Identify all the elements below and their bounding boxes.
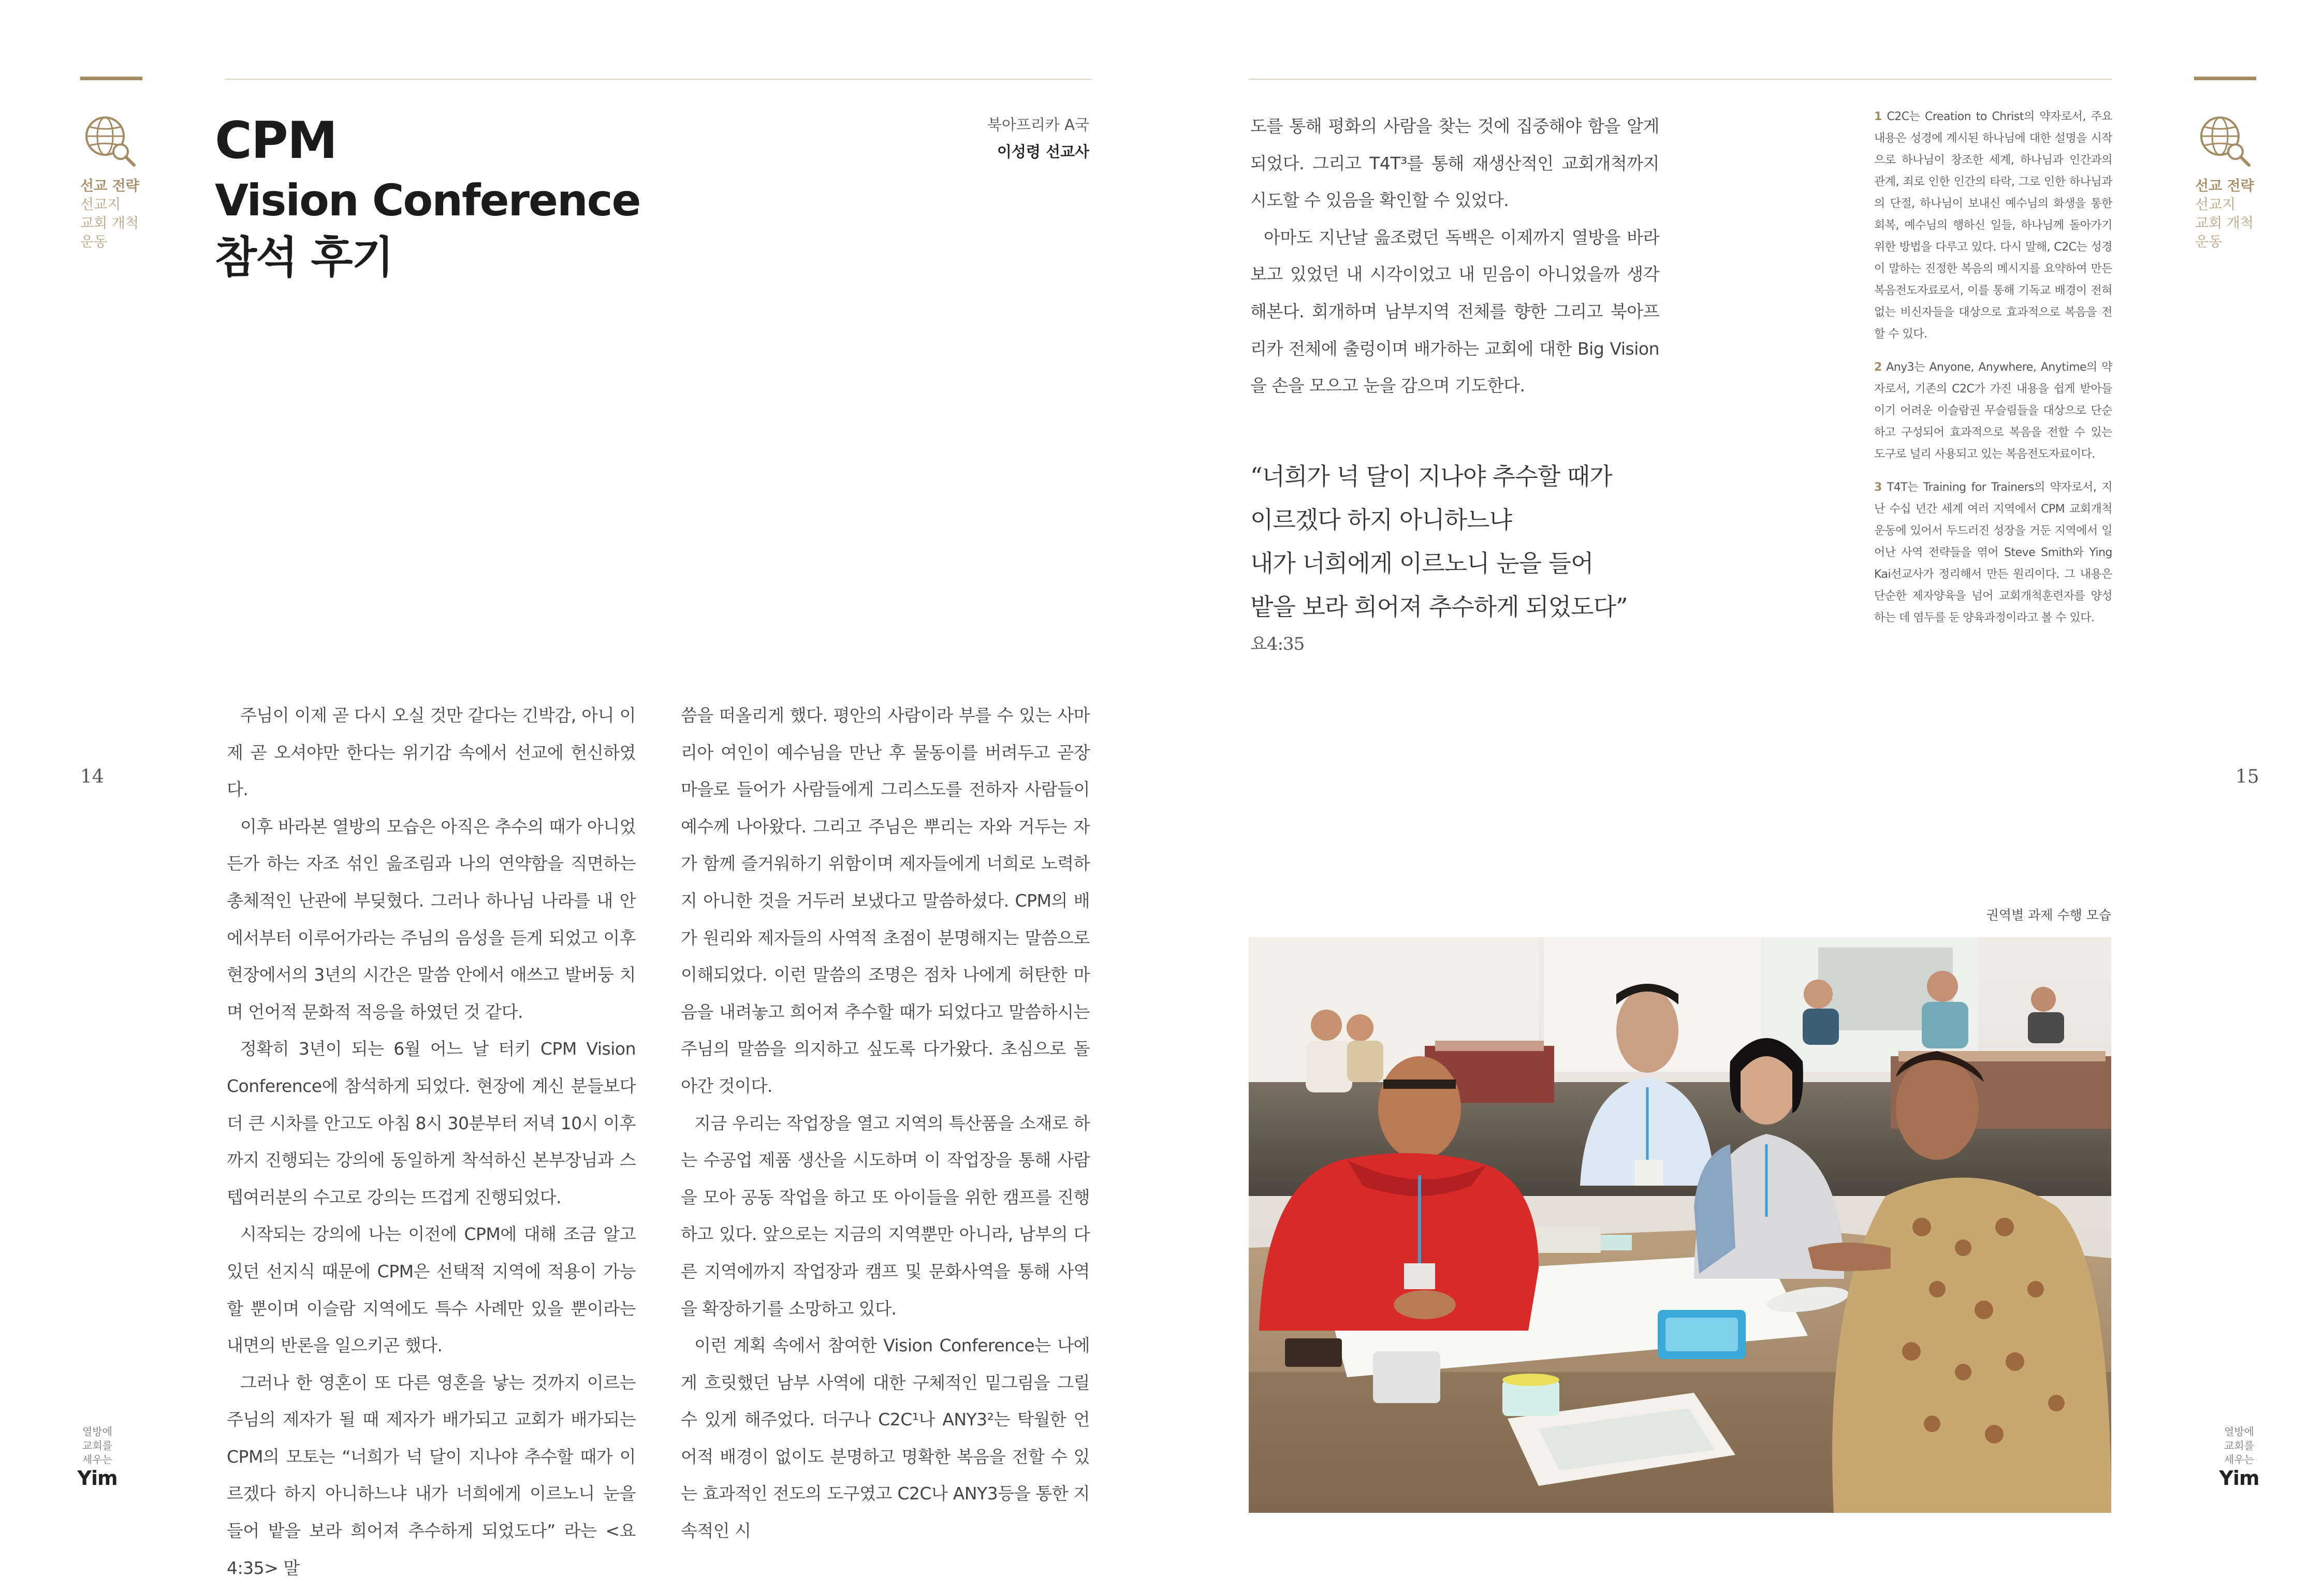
- sidebar-item: 운동: [2195, 234, 2223, 250]
- page-number-right: 15: [2235, 766, 2259, 787]
- paragraph: 이런 계획 속에서 참여한 Vision Conference는 나에게 흐릿했던 남부 사역에 대한 구체적인 밑그림을 그릴 수 있게 해주었다. 더구나 C2C¹나 ANY3²는 탁월한 언어적 배경이 없이도 분명하고 명확한 복음을 전할 수 있는 효과적인 전도의 도구였고 C2C나 ANY3등을 통한 지속적인 시: [681, 1335, 1090, 1541]
- body-column-3: [1250, 108, 1659, 404]
- footnote-number: 3: [1874, 481, 1882, 494]
- sidebar-title: 선교 전략: [80, 178, 139, 194]
- quote-line: 밭을 보라 희어져 추수하게 되었도다”: [1250, 593, 1628, 621]
- footer-line: 교회를: [82, 1439, 112, 1452]
- quote-line: “너희가 넉 달이 지나야 추수할 때가: [1250, 462, 1612, 490]
- paragraph: 지금 우리는 작업장을 열고 지역의 특산품을 소재로 하는 수공업 제품 생산을 시도하며 이 작업장을 통해 사람을 모아 공동 작업을 하고 또 아이들을 위한 캠프를 진행하고 있다. 앞으로는 지금의 지역뿐만 아니라, 남부의 다른 지역에까지 작업장과 캠프 및 문화사역을 통해 사역을 확장하기를 소망하고 있다.: [681, 1113, 1090, 1319]
- right-accent-bar: [2194, 77, 2256, 80]
- footer-line: 교회를: [2224, 1439, 2254, 1452]
- footer-line: 세우는: [2224, 1453, 2254, 1466]
- paragraph: 도를 통해 평화의 사람을 찾는 것에 집중해야 함을 알게 되었다. 그리고 T4T³를 통해 재생산적인 교회개척까지 시도할 수 있음을 확인할 수 있었다.: [1250, 116, 1659, 211]
- title-line: CPM: [215, 111, 337, 170]
- footnote-text: T4T는 Training for Trainers의 약자로서, 지난 수십 년간 세계 여러 지역에서 CPM 교회개척운동에 있어서 두드러진 성장을 거둔 지역에서 일어난 사역 전략들을 엮어 Steve Smith와 Ying Kai선교사가 정리해서 만든 원리이다. 그 내용은 단순한 제자양육을 넘어 교회개척훈련자를 양성하는 데 염두를 둔 양육과정이라고 볼 수 있다.: [1874, 481, 2113, 624]
- footer-mark-left: [77, 1425, 118, 1490]
- footnote: [1874, 106, 2112, 345]
- conference-photo: [1249, 937, 2111, 1513]
- author-region: 북아프리카 A국: [987, 116, 1089, 134]
- footer-line: 열방에: [2224, 1425, 2254, 1438]
- body-column-2: [681, 697, 1090, 1550]
- article-title: [215, 110, 681, 286]
- footer-line: 열방에: [82, 1425, 112, 1438]
- sidebar-title: 선교 전략: [2195, 178, 2254, 194]
- globe-search-icon: [2195, 111, 2252, 168]
- paragraph: 아마도 지난날 읊조렸던 독백은 이제까지 열방을 바라보고 있었던 내 시각이었고 내 믿음이 아니었을까 생각해본다. 회개하며 남부지역 전체를 향한 그리고 북아프리카 전체에 출렁이며 배가하는 교회에 대한 Big Vision을 손을 모으고 눈을 감으며 기도한다.: [1250, 227, 1659, 396]
- quote-reference: 요4:35: [1250, 634, 1305, 654]
- yim-logo: Yim: [2219, 1467, 2259, 1490]
- sidebar-item: 교회 개척: [80, 215, 139, 231]
- photo-caption: 권역별 과제 수행 모습: [1986, 908, 2111, 923]
- yim-logo: Yim: [77, 1467, 118, 1490]
- footer-mark-right: [2218, 1425, 2260, 1490]
- paragraph: 씀을 떠올리게 했다. 평안의 사람이라 부를 수 있는 사마리아 여인이 예수님을 만난 후 물동이를 버려두고 곧장 마을로 들어가 사람들에게 그리스도를 전하자 사람들이 예수께 나아왔다. 그리고 주님은 뿌리는 자와 거두는 자가 함께 즐거워하기 위함이며 제자들에게 너희로 노력하지 아니한 것을 거두러 보냈다고 말씀하셨다. CPM의 배가 원리와 제자들의 사역적 초점이 분명해지는 말씀으로 이해되었다. 이런 말씀의 조명은 점차 나에게 허탄한 마음을 내려놓고 희어져 추수할 때가 되었다고 말씀하시는 주님의 말씀을 의지하고 싶도록 다가왔다. 초심으로 돌아간 것이다.: [681, 705, 1090, 1096]
- title-line: Vision Conference: [215, 175, 640, 226]
- sidebar-item: 선교지: [2195, 197, 2236, 213]
- footer-line: 세우는: [82, 1453, 112, 1466]
- footnote-text: Any3는 Anyone, Anywhere, Anytime의 약자로서, 기존의 C2C가 가진 내용을 쉽게 받아들이기 어려운 이슬람권 무슬림들을 대상으로 단순하고 구성되어 효과적으로 복음을 전할 수 있는 도구로 널리 사용되고 있는 복음전도자료이다.: [1874, 361, 2112, 461]
- left-sidebar-menu: [80, 177, 139, 252]
- footnotes: [1874, 106, 2112, 640]
- quote-line: 내가 너희에게 이르노니 눈을 들어: [1250, 549, 1594, 577]
- footnote: [1874, 357, 2112, 465]
- author-name: 이성령 선교사: [997, 143, 1089, 161]
- title-line: 참석 후기: [215, 232, 393, 283]
- paragraph: 그러나 한 영혼이 또 다른 영혼을 낳는 것까지 이르는 주님의 제자가 될 때 제자가 배가되고 교회가 배가되는 CPM의 모토는 “너희가 넉 달이 지나야 추수할 때가 이르겠다 하지 아니하느냐 내가 너희에게 이르노니 눈을 들어 밭을 보라 희어져 추수하게 되었도다” 라는 <요4:35> 말: [227, 1372, 636, 1578]
- sidebar-item: 운동: [80, 234, 108, 250]
- quote-line: 이르겠다 하지 아니하느냐: [1250, 506, 1512, 534]
- body-column-1: [227, 697, 636, 1586]
- paragraph: 주님이 이제 곧 다시 오실 것만 같다는 긴박감, 아니 이제 곧 오셔야만 한다는 위기감 속에서 선교에 헌신하였다.: [227, 705, 636, 800]
- right-sidebar-menu: [2195, 177, 2254, 252]
- footnote-text: C2C는 Creation to Christ의 약자로서, 주요 내용은 성경에 계시된 하나님에 대한 설명을 시작으로 하나님이 창조한 세계, 하나님과 인간과의 관계, 죄로 인한 인간의 타락, 그로 인한 하나님과의 단절, 하나님이 보내신 예수님의 화생을 통한 회복, 예수님의 행하신 일들, 하나님께 돌아가기 위한 방법을 다루고 있다. 다시 말해, C2C는 성경이 말하는 진정한 복음의 메시지를 요약하여 만든 복음전도자료로서, 이를 통해 기독교 배경이 전혀 없는 비신자들을 대상으로 효과적으로 복음을 전할 수 있다.: [1874, 110, 2112, 341]
- byline: [987, 111, 1089, 165]
- footnote-number: 1: [1874, 110, 1882, 123]
- sidebar-item: 선교지: [80, 197, 121, 213]
- paragraph: 이후 바라본 열방의 모습은 아직은 추수의 때가 아니었든가 하는 자조 섞인 읊조림과 나의 연약함을 직면하는 총체적인 난관에 부딪혔다. 그러나 하나님 나라를 내 안에서부터 이루어가라는 주님의 음성을 듣게 되었고 이후 현장에서의 3년의 시간은 말씀 안에서 애쓰고 발버둥 치며 언어적 문화적 적응을 하였던 것 같다.: [227, 816, 636, 1022]
- paragraph: 시작되는 강의에 나는 이전에 CPM에 대해 조금 알고 있던 선지식 때문에 CPM은 선택적 지역에 적용이 가능할 뿐이며 이슬람 지역에도 특수 사례만 있을 뿐이라는 내면의 반론을 일으키곤 했다.: [227, 1224, 636, 1356]
- paragraph: 정확히 3년이 되는 6월 어느 날 터키 CPM Vision Conference에 참석하게 되었다. 현장에 계신 분들보다 더 큰 시차를 안고도 아침 8시 30분부터 저녁 10시 이후까지 진행되는 강의에 동일하게 착석하신 본부장님과 스텝여러분의 수고로 강의는 뜨겁게 진행되었다.: [227, 1039, 636, 1207]
- globe-search-icon: [80, 111, 137, 168]
- pull-quote: [1250, 455, 1628, 660]
- footnote-number: 2: [1874, 361, 1882, 374]
- right-top-rule: [1249, 79, 2112, 80]
- sidebar-item: 교회 개척: [2195, 215, 2254, 231]
- left-top-rule: [225, 79, 1091, 80]
- page-number-left: 14: [80, 766, 104, 787]
- left-accent-bar: [80, 77, 142, 80]
- footnote: [1874, 477, 2112, 629]
